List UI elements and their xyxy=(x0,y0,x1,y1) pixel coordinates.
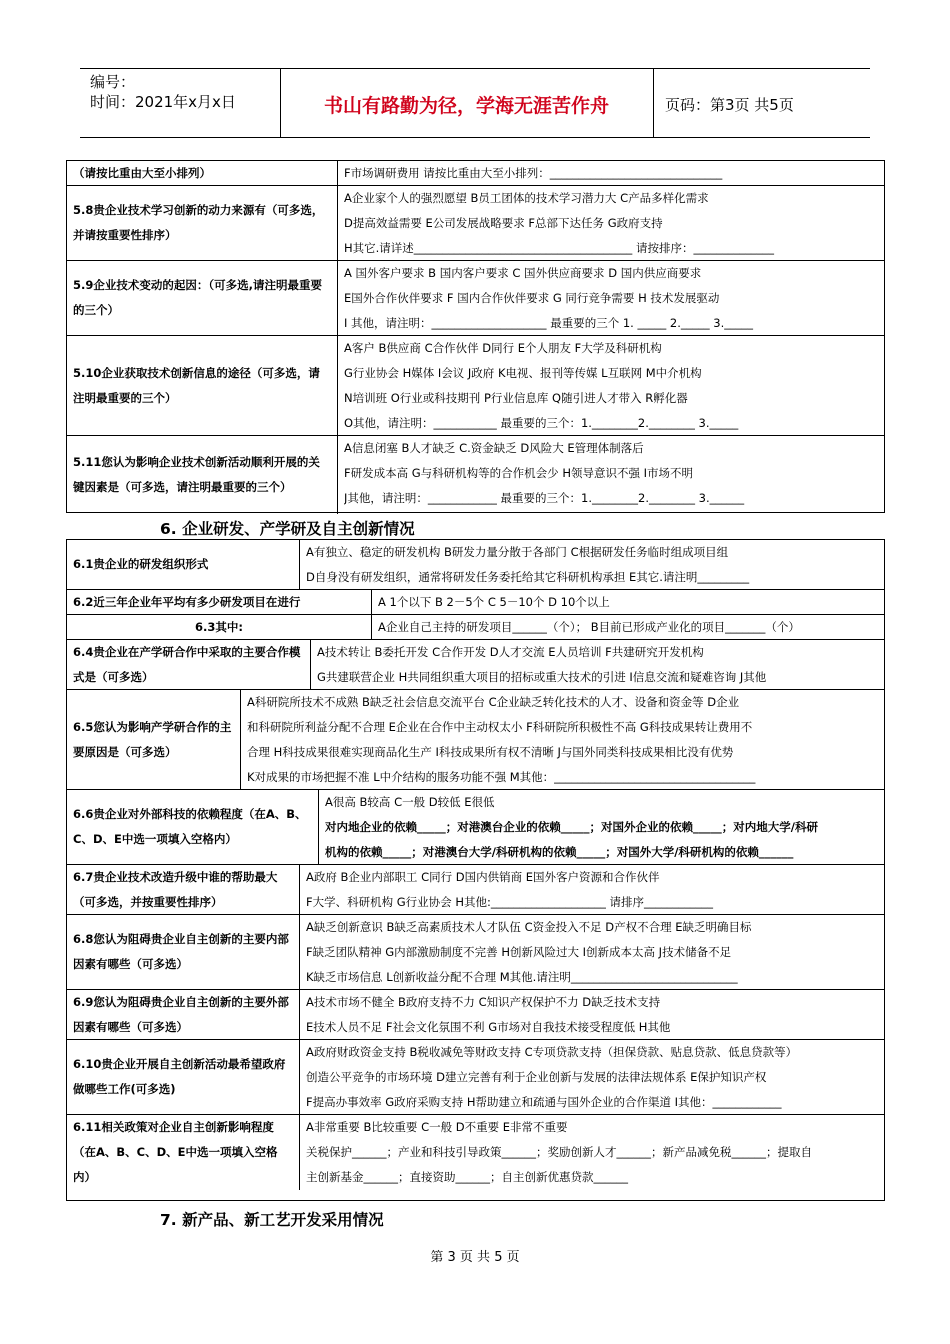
answer-options xyxy=(300,1040,884,1114)
option-line: 主创新基金______；直接资助______；自主创新优惠贷款______ xyxy=(306,1170,628,1184)
option-line: A信息闭塞 B人才缺乏 C.资金缺乏 D风险大 E管理体制落后 xyxy=(344,441,644,455)
option-line: E国外合作伙伴要求 F 国内合作伙伴要求 G 同行竞争需要 H 技术发展驱动 xyxy=(344,291,720,305)
question-label: （请按比重由大至小排列） xyxy=(67,161,338,185)
q6-row xyxy=(67,640,884,690)
option-line: A缺乏创新意识 B缺乏高素质技术人才队伍 C资金投入不足 D产权不合理 E缺乏明确目标 xyxy=(306,920,752,934)
question-label: 6.11相关政策对企业自主创新影响程度（在A、B、C、D、E中选一项填入空格内） xyxy=(67,1115,300,1190)
option-line: A政府 B企业内部职工 C同行 D国内供销商 E国外客户资源和合作伙伴 xyxy=(306,870,660,884)
answer-options xyxy=(300,990,884,1039)
q6-row xyxy=(67,615,884,640)
q6-row xyxy=(67,915,884,990)
answer-options xyxy=(241,690,884,789)
option-line: A非常重要 B比较重要 C一般 D不重要 E非常不重要 xyxy=(306,1120,568,1134)
question-label: 6.7贵企业技术改造升级中谁的帮助最大（可多选，并按重要性排序） xyxy=(67,865,300,914)
option-line: 和科研院所利益分配不合理 E企业在合作中主动权太小 F科研院所积极性不高 G科技成果转让费用不 xyxy=(247,720,753,734)
q5-row xyxy=(67,186,884,261)
question-label: 6.1贵企业的研发组织形式 xyxy=(67,540,300,589)
option-line: J其他，请注明：____________ 最重要的三个：1.________2.________ 3.______ xyxy=(344,491,745,505)
option-line: F研发成本高 G与科研机构等的合作机会少 H领导意识不强 I市场不明 xyxy=(344,466,694,480)
option-line: A 1个以下 B 2－5个 C 5－10个 D 10个以上 xyxy=(378,595,610,609)
q6-row xyxy=(67,865,884,915)
answer-options xyxy=(338,336,884,435)
question-label: 5.9企业技术变动的起因：（可多选,请注明最重要的三个） xyxy=(67,261,338,335)
option-line: A科研院所技术不成熟 B缺乏社会信息交流平台 C企业缺乏转化技术的人才、设备和资金等 D企业 xyxy=(247,695,740,709)
option-line: 机构的依赖_____；对港澳台大学/科研机构的依赖_____；对国外大学/科研机构的依赖______ xyxy=(325,845,794,859)
answer-options xyxy=(300,1115,884,1190)
option-line: G共建联营企业 H共同组织重大项目的招标或重大技术的引进 I信息交流和疑难咨询 J其他 xyxy=(317,670,767,684)
q6-row xyxy=(67,1115,884,1190)
number-label: 编号： xyxy=(90,73,136,91)
question-label: 6.4贵企业在产学研合作中采取的主要合作模式是（可多选） xyxy=(67,640,311,689)
option-line: A有独立、稳定的研发机构 B研发力量分散于各部门 C根据研发任务临时组成项目组 xyxy=(306,545,729,559)
header-motto-cell xyxy=(280,69,654,137)
option-line: N培训班 O行业或科技期刊 P行业信息库 Q随引进人才带入 R孵化器 xyxy=(344,391,688,405)
option-line: A客户 B供应商 C合作伙伴 D同行 E个人朋友 F大学及科研机构 xyxy=(344,341,662,355)
option-line: A技术转让 B委托开发 C合作开发 D人才交流 E人员培训 F共建研究开发机构 xyxy=(317,645,704,659)
answer-options xyxy=(338,436,884,514)
question-label: 6.3其中: xyxy=(67,615,372,639)
q5-row xyxy=(67,161,884,186)
option-line: E技术人员不足 F社会文化氛围不利 G市场对自我技术接受程度低 H其他 xyxy=(306,1020,671,1034)
option-line: 关税保护______；产业和科技引导政策______；奖励创新人才______；新产品减免税______；提取自 xyxy=(306,1145,812,1159)
option-line: D自身没有研发组织，通常将研发任务委托给其它科研机构承担 E其它.请注明_________ xyxy=(306,570,750,584)
q5-row xyxy=(67,436,884,514)
header-page-cell xyxy=(653,69,870,137)
question-table-5 xyxy=(66,160,885,513)
option-line: F市场调研费用 请按比重由大至小排列：______________________________ xyxy=(344,166,723,180)
header-meta-cell xyxy=(80,69,281,137)
option-line: D提高效益需要 E公司发展战略要求 F总部下达任务 G政府支持 xyxy=(344,216,663,230)
option-line: A企业家个人的强烈愿望 B员工团体的技术学习潜力大 C产品多样化需求 xyxy=(344,191,709,205)
option-line: 对内地企业的依赖_____；对港澳台企业的依赖_____；对国外企业的依赖_____；对内地大学/科研 xyxy=(325,820,818,834)
question-label: 5.10企业获取技术创新信息的途径（可多选，请注明最重要的三个） xyxy=(67,336,338,435)
option-line: A 国外客户要求 B 国内客户要求 C 国外供应商要求 D 国内供应商要求 xyxy=(344,266,702,280)
option-line: A技术市场不健全 B政府支持不力 C知识产权保护不力 D缺乏技术支持 xyxy=(306,995,661,1009)
page-label: 页码：第3页 共5页 xyxy=(665,96,794,114)
answer-options xyxy=(338,261,884,335)
answer-options xyxy=(311,640,884,689)
section-6-title: 6. 企业研发、产学研及自主创新情况 xyxy=(160,520,415,538)
answer-options xyxy=(372,615,884,639)
question-label: 5.8贵企业技术学习创新的动力来源有（可多选，并请按重要性排序） xyxy=(67,186,338,260)
q6-row xyxy=(67,1040,884,1115)
answer-options xyxy=(338,186,884,260)
option-line: F提高办事效率 G政府采购支持 H帮助建立和疏通与国外企业的合作渠道 I其他：____________ xyxy=(306,1095,782,1109)
option-line: F大学、科研机构 G行业协会 H其他:____________________ 请排序____________ xyxy=(306,895,714,909)
option-line: I 其他，请注明：____________________ 最重要的三个 1. _____ 2._____ 3._____ xyxy=(344,316,753,330)
question-label: 6.2近三年企业年平均有多少研发项目在进行 xyxy=(67,590,372,614)
answer-options xyxy=(300,865,884,914)
answer-options xyxy=(300,915,884,989)
option-line: F缺乏团队精神 G内部激励制度不完善 H创新风险过大 I创新成本太高 J技术储备不足 xyxy=(306,945,732,959)
page-footer: 第 3 页 共 5 页 xyxy=(430,1250,520,1265)
question-label: 6.10贵企业开展自主创新活动最希望政府做哪些工作(可多选) xyxy=(67,1040,300,1114)
date-label: 时间：2021年x月x日 xyxy=(90,93,236,111)
q5-row xyxy=(67,336,884,436)
q6-row xyxy=(67,990,884,1040)
option-line: A企业自己主持的研发项目______（个）； B目前已形成产业化的项目_______（个） xyxy=(378,620,800,634)
option-line: A很高 B较高 C一般 D较低 E很低 xyxy=(325,795,495,809)
q6-row xyxy=(67,690,884,790)
option-line: 合理 H科技成果很难实现商品化生产 I科技成果所有权不清晰 J与国外同类科技成果相比没有优势 xyxy=(247,745,734,759)
option-line: H其它.请详述______________________________________ 请按排序：______________ xyxy=(344,241,774,255)
answer-options xyxy=(300,540,884,589)
question-label: 6.9您认为阻碍贵企业自主创新的主要外部因素有哪些（可多选） xyxy=(67,990,300,1039)
question-label: 6.5您认为影响产学研合作的主要原因是（可多选） xyxy=(67,690,241,789)
option-line: 创造公平竞争的市场环境 D建立完善有利于企业创新与发展的法律法规体系 E保护知识产权 xyxy=(306,1070,767,1084)
option-line: O其他，请注明：___________ 最重要的三个：1.________2.________ 3._____ xyxy=(344,416,739,430)
option-line: K对成果的市场把握不准 L中介结构的服务功能不强 M其他：___________________________________ xyxy=(247,770,756,784)
option-line: A政府财政资金支持 B税收减免等财政支持 C专项贷款支持（担保贷款、贴息贷款、低息贷款等） xyxy=(306,1045,798,1059)
motto: 书山有路勤为径，学海无涯苦作舟 xyxy=(323,95,609,117)
question-label: 6.8您认为阻碍贵企业自主创新的主要内部因素有哪些（可多选） xyxy=(67,915,300,989)
answer-options xyxy=(338,161,884,185)
page-header xyxy=(80,68,870,138)
q6-row xyxy=(67,590,884,615)
question-label: 5.11您认为影响企业技术创新活动顺利开展的关键因素是（可多选，请注明最重要的三个） xyxy=(67,436,338,514)
q6-row xyxy=(67,790,884,865)
option-line: K缺乏市场信息 L创新收益分配不合理 M其他.请注明_____________________________ xyxy=(306,970,738,984)
q6-row xyxy=(67,540,884,590)
q5-row xyxy=(67,261,884,336)
answer-options xyxy=(319,790,884,864)
section-7-title: 7. 新产品、新工艺开发采用情况 xyxy=(160,1211,384,1229)
question-label: 6.6贵企业对外部科技的依赖程度（在A、B、C、D、E中选一项填入空格内） xyxy=(67,790,319,864)
option-line: G行业协会 H媒体 I会议 J政府 K电视、报刊等传媒 L互联网 M中介机构 xyxy=(344,366,702,380)
answer-options xyxy=(372,590,884,614)
question-table-6 xyxy=(66,539,885,1201)
